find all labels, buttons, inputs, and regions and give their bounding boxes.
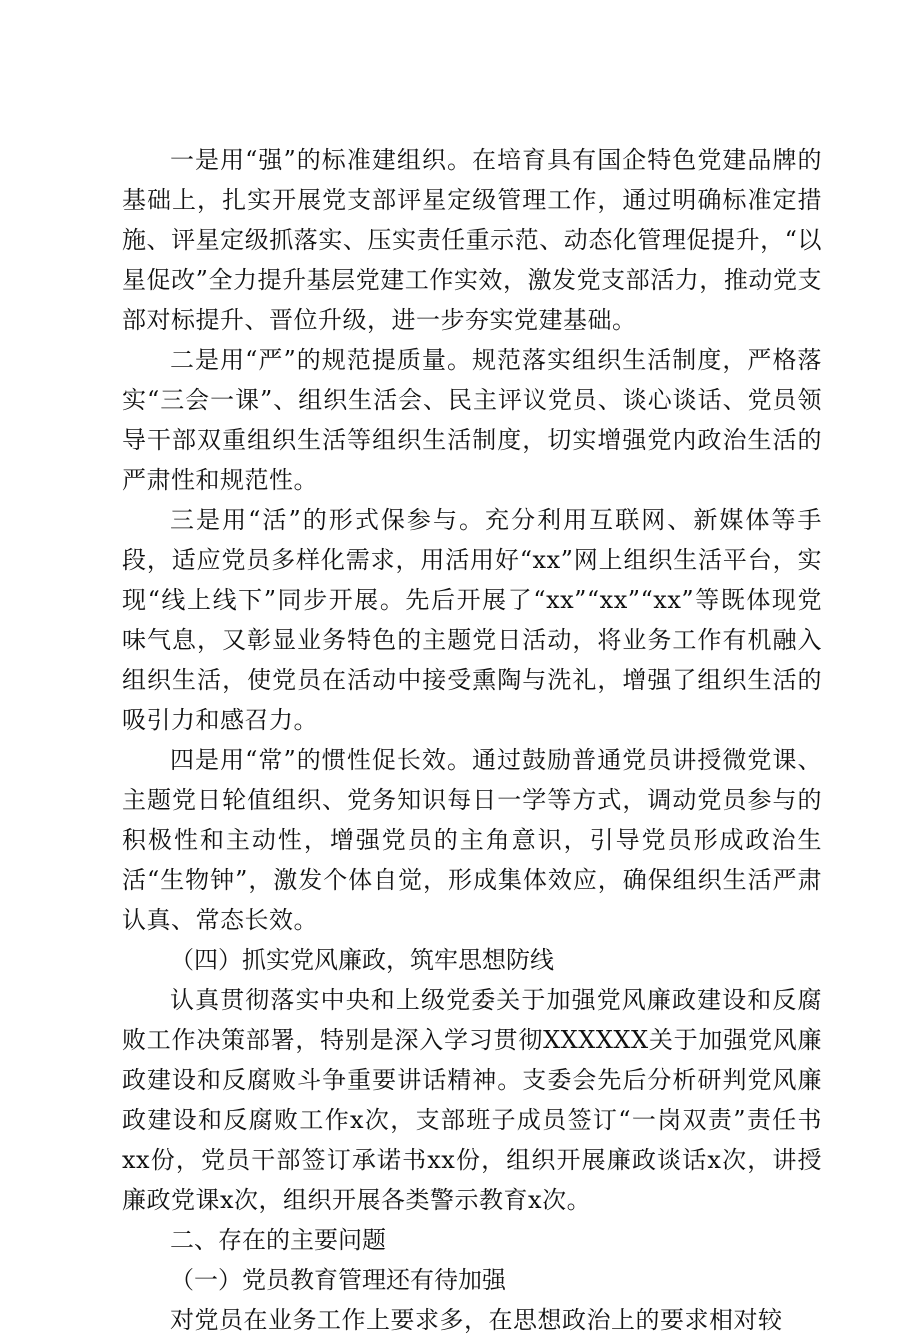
paragraph-integrity: 认真贯彻落实中央和上级党委关于加强党风廉政建设和反腐败工作决策部署，特别是深入学习贯彻XXXXXX关于加强党风廉政建设和反腐败斗争重要讲话精神。支委会先后分析研判党风廉政建设和反腐败工作x次，支部班子成员签订“一岗双责”责任书xx份，党员干部签订承诺书xx份，组织开展廉政谈话x次，讲授廉政党课x次，组织开展各类警示教育x次。	[122, 986, 822, 1214]
paragraph-active-form: 三是用“活”的形式保参与。充分利用互联网、新媒体等手段，适应党员多样化需求，用活用好“xx”网上组织生活平台，实现“线上线下”同步开展。先后开展了“xx”“xx”“xx”等既体现党味气息，又彰显业务特色的主题党日活动，将业务工作有机融入组织生活，使党员在活动中接受熏陶与洗礼，增强了组织生活的吸引力和感召力。	[122, 506, 822, 734]
section-heading-education: （一）党员教育管理还有待加强	[170, 1266, 506, 1294]
paragraph-strict-norms: 二是用“严”的规范提质量。规范落实组织生活制度，严格落实“三会一课”、组织生活会、民主评议党员、谈心谈话、党员领导干部双重组织生活等组织生活制度，切实增强党内政治生活的严肃性和规范性。	[122, 346, 822, 494]
section-heading-integrity: （四）抓实党风廉政，筑牢思想防线	[170, 946, 554, 974]
chapter-heading-problems: 二、存在的主要问题	[170, 1226, 386, 1254]
paragraph-education: 对党员在业务工作上要求多，在思想政治上的要求相对较	[170, 1306, 783, 1334]
paragraph-strong-standard: 一是用“强”的标准建组织。在培育具有国企特色党建品牌的基础上，扎实开展党支部评星定级管理工作，通过明确标准定措施、评星定级抓落实、压实责任重示范、动态化管理促提升，“以星促改”全力提升基层党建工作实效，激发党支部活力，推动党支部对标提升、晋位升级，进一步夯实党建基础。	[122, 146, 822, 334]
paragraph-long-effect: 四是用“常”的惯性促长效。通过鼓励普通党员讲授微党课、主题党日轮值组织、党务知识每日一学等方式，调动党员参与的积极性和主动性，增强党员的主角意识，引导党员形成政治生活“生物钟”，激发个体自觉，形成集体效应，确保组织生活严肃认真、常态长效。	[122, 746, 822, 934]
document-body	[122, 140, 822, 1340]
